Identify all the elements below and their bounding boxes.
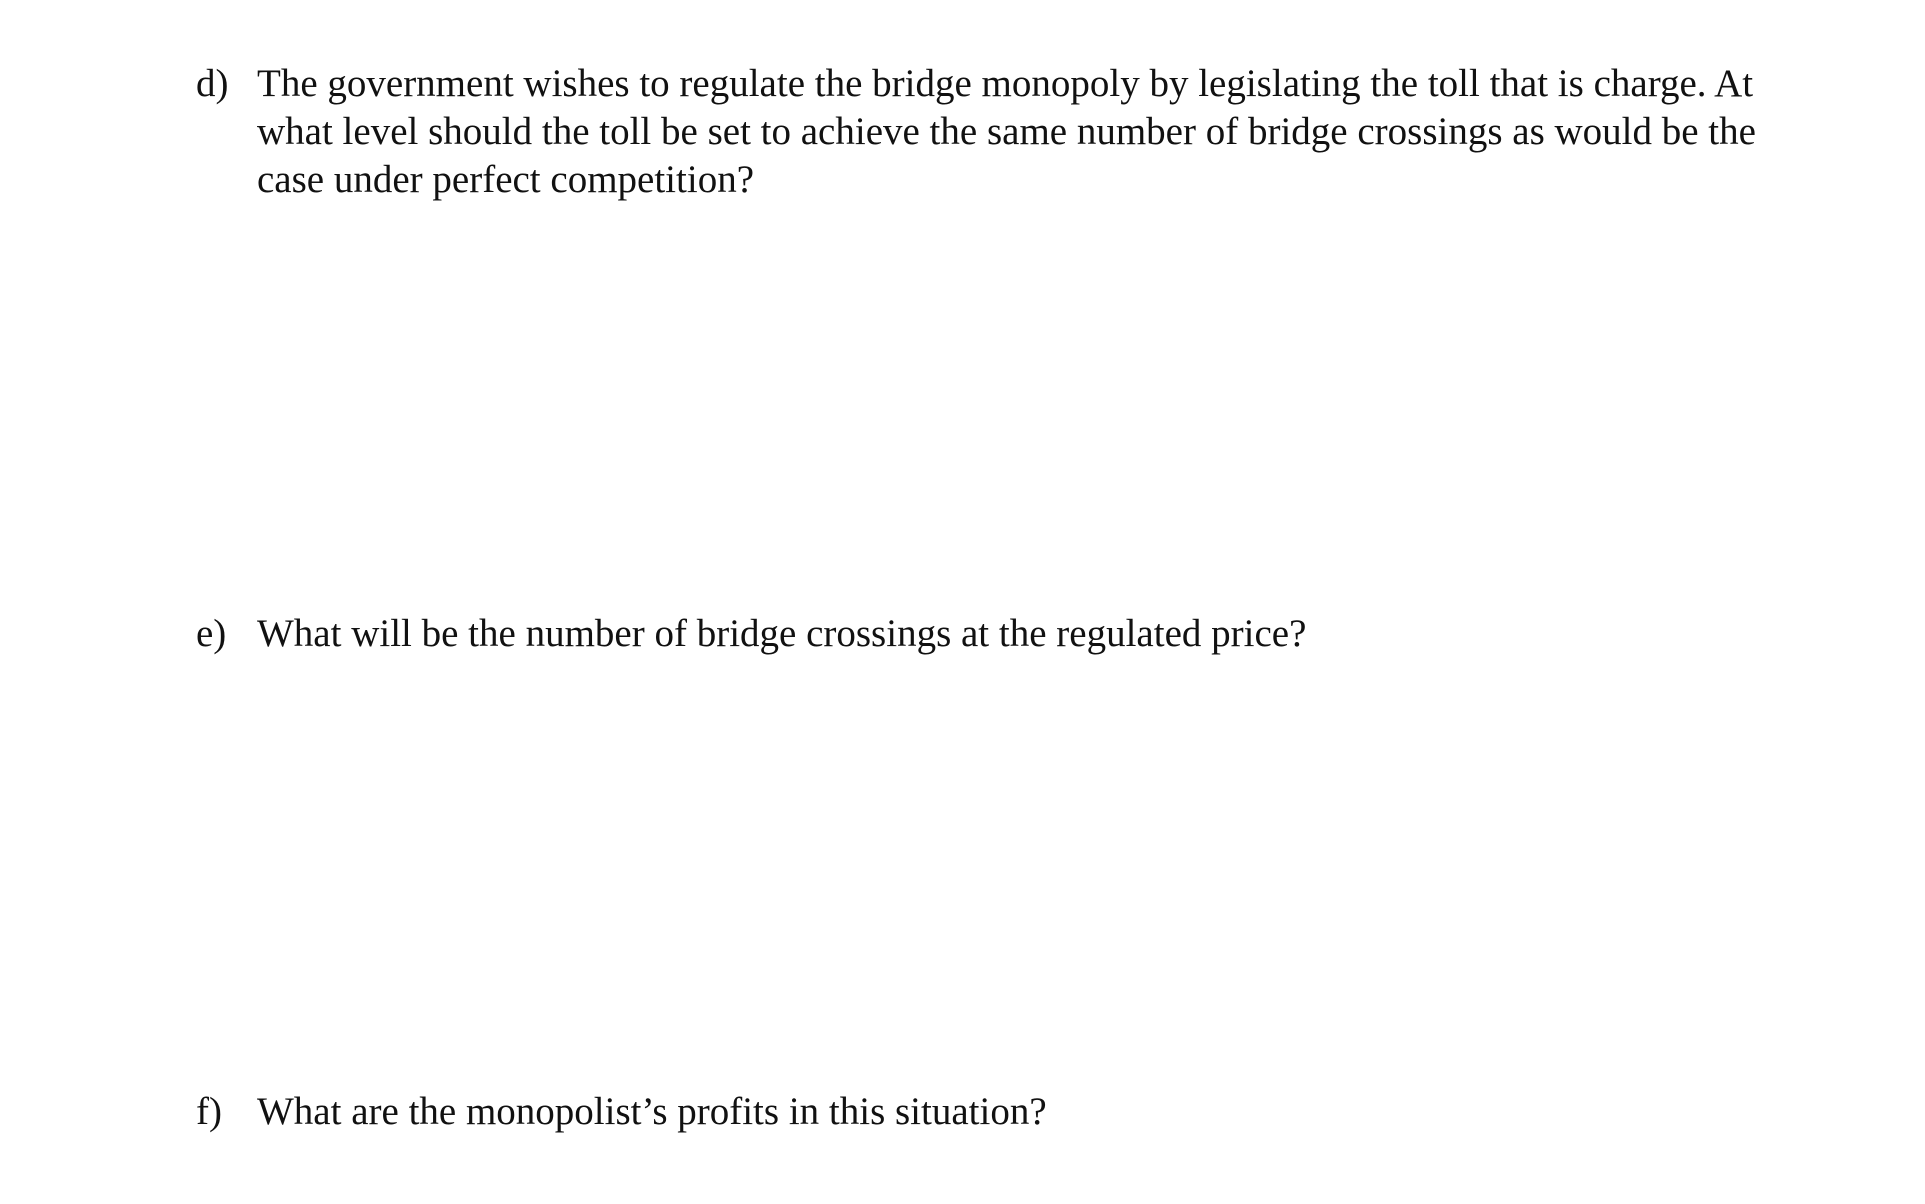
question-d-text: The government wishes to regulate the bridge monopoly by legislating the toll that is charge. At what level should the toll be set to achieve the same number of bridge crossings as would be the case under perfect competition? <box>257 62 1756 201</box>
question-f <box>196 1088 1776 1136</box>
question-e-text: What will be the number of bridge crossings at the regulated price? <box>257 612 1307 655</box>
question-e <box>196 610 1776 658</box>
question-e-label: e) <box>196 612 227 655</box>
question-d-label: d) <box>196 62 229 105</box>
question-d <box>196 60 1776 204</box>
question-f-text: What are the monopolist’s profits in this situation? <box>257 1090 1047 1133</box>
question-f-label: f) <box>196 1090 222 1133</box>
